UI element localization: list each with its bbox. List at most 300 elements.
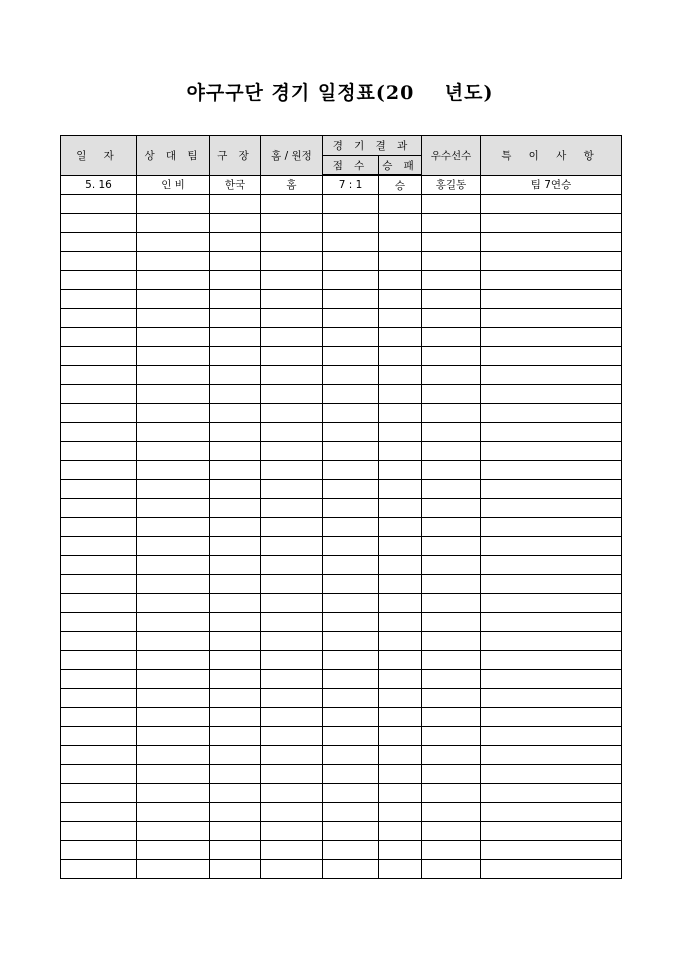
cell-opponent[interactable] bbox=[137, 556, 210, 575]
cell-score[interactable] bbox=[323, 195, 379, 214]
cell-date[interactable] bbox=[61, 841, 137, 860]
cell-mvp[interactable] bbox=[422, 309, 481, 328]
cell-notes[interactable] bbox=[481, 803, 622, 822]
cell-stadium[interactable] bbox=[210, 670, 261, 689]
cell-opponent[interactable] bbox=[137, 727, 210, 746]
cell-opponent[interactable] bbox=[137, 442, 210, 461]
cell-home-away[interactable] bbox=[261, 727, 323, 746]
cell-notes[interactable] bbox=[481, 537, 622, 556]
cell-mvp[interactable] bbox=[422, 366, 481, 385]
cell-date[interactable] bbox=[61, 651, 137, 670]
cell-home-away[interactable]: 홈 bbox=[261, 175, 323, 195]
cell-mvp[interactable] bbox=[422, 765, 481, 784]
cell-notes[interactable] bbox=[481, 233, 622, 252]
cell-win-loss[interactable] bbox=[379, 746, 422, 765]
cell-win-loss[interactable] bbox=[379, 670, 422, 689]
cell-date[interactable] bbox=[61, 423, 137, 442]
cell-win-loss[interactable] bbox=[379, 632, 422, 651]
cell-win-loss[interactable] bbox=[379, 309, 422, 328]
cell-score[interactable] bbox=[323, 347, 379, 366]
cell-score[interactable] bbox=[323, 689, 379, 708]
cell-stadium[interactable] bbox=[210, 556, 261, 575]
cell-opponent[interactable] bbox=[137, 366, 210, 385]
cell-date[interactable] bbox=[61, 271, 137, 290]
cell-mvp[interactable] bbox=[422, 841, 481, 860]
cell-score[interactable] bbox=[323, 252, 379, 271]
cell-stadium[interactable] bbox=[210, 252, 261, 271]
cell-opponent[interactable] bbox=[137, 860, 210, 879]
cell-score[interactable] bbox=[323, 651, 379, 670]
cell-stadium[interactable] bbox=[210, 727, 261, 746]
cell-stadium[interactable] bbox=[210, 803, 261, 822]
cell-opponent[interactable] bbox=[137, 670, 210, 689]
cell-score[interactable] bbox=[323, 499, 379, 518]
cell-stadium[interactable] bbox=[210, 366, 261, 385]
cell-win-loss[interactable]: 승 bbox=[379, 175, 422, 195]
cell-opponent[interactable] bbox=[137, 423, 210, 442]
cell-opponent[interactable] bbox=[137, 252, 210, 271]
cell-score[interactable] bbox=[323, 214, 379, 233]
cell-home-away[interactable] bbox=[261, 233, 323, 252]
cell-date[interactable] bbox=[61, 632, 137, 651]
cell-opponent[interactable] bbox=[137, 328, 210, 347]
cell-home-away[interactable] bbox=[261, 765, 323, 784]
cell-opponent[interactable] bbox=[137, 841, 210, 860]
cell-home-away[interactable] bbox=[261, 708, 323, 727]
cell-win-loss[interactable] bbox=[379, 271, 422, 290]
cell-score[interactable] bbox=[323, 822, 379, 841]
cell-score[interactable] bbox=[323, 442, 379, 461]
cell-notes[interactable] bbox=[481, 708, 622, 727]
cell-home-away[interactable] bbox=[261, 480, 323, 499]
cell-mvp[interactable] bbox=[422, 613, 481, 632]
cell-win-loss[interactable] bbox=[379, 442, 422, 461]
cell-win-loss[interactable] bbox=[379, 651, 422, 670]
cell-score[interactable] bbox=[323, 860, 379, 879]
cell-score[interactable] bbox=[323, 290, 379, 309]
cell-mvp[interactable] bbox=[422, 480, 481, 499]
cell-notes[interactable] bbox=[481, 613, 622, 632]
cell-win-loss[interactable] bbox=[379, 499, 422, 518]
cell-opponent[interactable] bbox=[137, 822, 210, 841]
cell-stadium[interactable] bbox=[210, 708, 261, 727]
cell-stadium[interactable] bbox=[210, 404, 261, 423]
cell-opponent[interactable] bbox=[137, 480, 210, 499]
cell-notes[interactable] bbox=[481, 727, 622, 746]
cell-date[interactable] bbox=[61, 594, 137, 613]
cell-opponent[interactable] bbox=[137, 613, 210, 632]
cell-opponent[interactable] bbox=[137, 461, 210, 480]
cell-date[interactable] bbox=[61, 689, 137, 708]
cell-home-away[interactable] bbox=[261, 404, 323, 423]
cell-date[interactable] bbox=[61, 404, 137, 423]
cell-mvp[interactable] bbox=[422, 290, 481, 309]
cell-opponent[interactable] bbox=[137, 214, 210, 233]
cell-notes[interactable] bbox=[481, 328, 622, 347]
cell-opponent[interactable] bbox=[137, 632, 210, 651]
cell-notes[interactable] bbox=[481, 271, 622, 290]
cell-home-away[interactable] bbox=[261, 214, 323, 233]
cell-score[interactable] bbox=[323, 404, 379, 423]
cell-score[interactable] bbox=[323, 271, 379, 290]
cell-stadium[interactable] bbox=[210, 480, 261, 499]
cell-notes[interactable] bbox=[481, 651, 622, 670]
cell-date[interactable] bbox=[61, 195, 137, 214]
cell-win-loss[interactable] bbox=[379, 765, 422, 784]
cell-mvp[interactable] bbox=[422, 328, 481, 347]
cell-notes[interactable] bbox=[481, 480, 622, 499]
cell-stadium[interactable] bbox=[210, 746, 261, 765]
cell-score[interactable] bbox=[323, 765, 379, 784]
cell-score[interactable] bbox=[323, 385, 379, 404]
cell-win-loss[interactable] bbox=[379, 480, 422, 499]
cell-mvp[interactable] bbox=[422, 347, 481, 366]
cell-notes[interactable] bbox=[481, 366, 622, 385]
cell-mvp[interactable] bbox=[422, 271, 481, 290]
cell-date[interactable] bbox=[61, 347, 137, 366]
cell-date[interactable] bbox=[61, 366, 137, 385]
cell-home-away[interactable] bbox=[261, 803, 323, 822]
cell-opponent[interactable] bbox=[137, 708, 210, 727]
cell-date[interactable] bbox=[61, 822, 137, 841]
cell-date[interactable] bbox=[61, 537, 137, 556]
cell-win-loss[interactable] bbox=[379, 803, 422, 822]
cell-notes[interactable] bbox=[481, 195, 622, 214]
cell-win-loss[interactable] bbox=[379, 575, 422, 594]
cell-opponent[interactable] bbox=[137, 499, 210, 518]
cell-home-away[interactable] bbox=[261, 784, 323, 803]
cell-stadium[interactable]: 한국 bbox=[210, 175, 261, 195]
cell-stadium[interactable] bbox=[210, 385, 261, 404]
cell-date[interactable] bbox=[61, 214, 137, 233]
cell-stadium[interactable] bbox=[210, 499, 261, 518]
cell-opponent[interactable] bbox=[137, 575, 210, 594]
cell-date[interactable] bbox=[61, 784, 137, 803]
cell-mvp[interactable] bbox=[422, 252, 481, 271]
cell-mvp[interactable] bbox=[422, 537, 481, 556]
cell-win-loss[interactable] bbox=[379, 518, 422, 537]
cell-notes[interactable]: 팀 7연승 bbox=[481, 175, 622, 195]
cell-opponent[interactable] bbox=[137, 271, 210, 290]
cell-notes[interactable] bbox=[481, 461, 622, 480]
cell-home-away[interactable] bbox=[261, 537, 323, 556]
cell-notes[interactable] bbox=[481, 822, 622, 841]
cell-score[interactable] bbox=[323, 233, 379, 252]
cell-notes[interactable] bbox=[481, 784, 622, 803]
cell-home-away[interactable] bbox=[261, 613, 323, 632]
cell-mvp[interactable] bbox=[422, 594, 481, 613]
cell-mvp[interactable] bbox=[422, 461, 481, 480]
cell-win-loss[interactable] bbox=[379, 613, 422, 632]
cell-home-away[interactable] bbox=[261, 347, 323, 366]
cell-date[interactable] bbox=[61, 556, 137, 575]
cell-date[interactable] bbox=[61, 480, 137, 499]
cell-date[interactable] bbox=[61, 461, 137, 480]
cell-home-away[interactable] bbox=[261, 651, 323, 670]
cell-mvp[interactable] bbox=[422, 233, 481, 252]
cell-home-away[interactable] bbox=[261, 575, 323, 594]
cell-score[interactable] bbox=[323, 575, 379, 594]
cell-date[interactable] bbox=[61, 613, 137, 632]
cell-win-loss[interactable] bbox=[379, 385, 422, 404]
cell-score[interactable] bbox=[323, 670, 379, 689]
cell-opponent[interactable] bbox=[137, 803, 210, 822]
cell-win-loss[interactable] bbox=[379, 404, 422, 423]
cell-stadium[interactable] bbox=[210, 328, 261, 347]
cell-score[interactable] bbox=[323, 632, 379, 651]
cell-mvp[interactable] bbox=[422, 689, 481, 708]
cell-stadium[interactable] bbox=[210, 309, 261, 328]
cell-notes[interactable] bbox=[481, 841, 622, 860]
table-row bbox=[61, 518, 622, 537]
cell-date[interactable] bbox=[61, 309, 137, 328]
cell-opponent[interactable] bbox=[137, 385, 210, 404]
cell-home-away[interactable] bbox=[261, 632, 323, 651]
cell-date[interactable] bbox=[61, 252, 137, 271]
cell-home-away[interactable] bbox=[261, 499, 323, 518]
cell-win-loss[interactable] bbox=[379, 784, 422, 803]
cell-notes[interactable] bbox=[481, 385, 622, 404]
cell-mvp[interactable] bbox=[422, 746, 481, 765]
cell-mvp[interactable] bbox=[422, 214, 481, 233]
cell-stadium[interactable] bbox=[210, 347, 261, 366]
cell-date[interactable] bbox=[61, 708, 137, 727]
cell-win-loss[interactable] bbox=[379, 328, 422, 347]
cell-home-away[interactable] bbox=[261, 556, 323, 575]
cell-date[interactable] bbox=[61, 575, 137, 594]
cell-date[interactable] bbox=[61, 765, 137, 784]
cell-score[interactable] bbox=[323, 537, 379, 556]
cell-date[interactable] bbox=[61, 233, 137, 252]
cell-notes[interactable] bbox=[481, 746, 622, 765]
cell-win-loss[interactable] bbox=[379, 233, 422, 252]
cell-win-loss[interactable] bbox=[379, 708, 422, 727]
cell-opponent[interactable] bbox=[137, 195, 210, 214]
cell-win-loss[interactable] bbox=[379, 252, 422, 271]
cell-win-loss[interactable] bbox=[379, 689, 422, 708]
cell-notes[interactable] bbox=[481, 423, 622, 442]
cell-mvp[interactable] bbox=[422, 822, 481, 841]
cell-home-away[interactable] bbox=[261, 328, 323, 347]
cell-score[interactable] bbox=[323, 366, 379, 385]
cell-mvp[interactable] bbox=[422, 499, 481, 518]
cell-stadium[interactable] bbox=[210, 841, 261, 860]
cell-opponent[interactable] bbox=[137, 233, 210, 252]
cell-notes[interactable] bbox=[481, 594, 622, 613]
cell-mvp[interactable] bbox=[422, 784, 481, 803]
cell-home-away[interactable] bbox=[261, 366, 323, 385]
cell-notes[interactable] bbox=[481, 575, 622, 594]
cell-opponent[interactable] bbox=[137, 404, 210, 423]
cell-mvp[interactable] bbox=[422, 860, 481, 879]
header-date: 일 자 bbox=[61, 136, 137, 176]
cell-score[interactable] bbox=[323, 708, 379, 727]
cell-score[interactable] bbox=[323, 461, 379, 480]
cell-notes[interactable] bbox=[481, 556, 622, 575]
cell-stadium[interactable] bbox=[210, 689, 261, 708]
cell-date[interactable] bbox=[61, 803, 137, 822]
cell-stadium[interactable] bbox=[210, 765, 261, 784]
cell-score[interactable] bbox=[323, 803, 379, 822]
cell-win-loss[interactable] bbox=[379, 727, 422, 746]
cell-mvp[interactable] bbox=[422, 803, 481, 822]
cell-date[interactable] bbox=[61, 442, 137, 461]
cell-stadium[interactable] bbox=[210, 860, 261, 879]
cell-opponent[interactable] bbox=[137, 309, 210, 328]
cell-score[interactable] bbox=[323, 309, 379, 328]
cell-win-loss[interactable] bbox=[379, 556, 422, 575]
cell-stadium[interactable] bbox=[210, 594, 261, 613]
cell-notes[interactable] bbox=[481, 214, 622, 233]
cell-date[interactable]: 5. 16 bbox=[61, 175, 137, 195]
cell-stadium[interactable] bbox=[210, 651, 261, 670]
cell-home-away[interactable] bbox=[261, 423, 323, 442]
cell-opponent[interactable] bbox=[137, 347, 210, 366]
cell-score[interactable] bbox=[323, 746, 379, 765]
cell-date[interactable] bbox=[61, 385, 137, 404]
cell-win-loss[interactable] bbox=[379, 860, 422, 879]
cell-date[interactable] bbox=[61, 727, 137, 746]
cell-home-away[interactable] bbox=[261, 252, 323, 271]
cell-score[interactable] bbox=[323, 518, 379, 537]
cell-home-away[interactable] bbox=[261, 290, 323, 309]
cell-mvp[interactable] bbox=[422, 518, 481, 537]
cell-score[interactable] bbox=[323, 841, 379, 860]
cell-mvp[interactable] bbox=[422, 385, 481, 404]
cell-score[interactable] bbox=[323, 613, 379, 632]
cell-date[interactable] bbox=[61, 290, 137, 309]
cell-win-loss[interactable] bbox=[379, 537, 422, 556]
cell-mvp[interactable] bbox=[422, 195, 481, 214]
cell-opponent[interactable] bbox=[137, 784, 210, 803]
cell-opponent[interactable] bbox=[137, 651, 210, 670]
cell-opponent[interactable] bbox=[137, 594, 210, 613]
cell-win-loss[interactable] bbox=[379, 461, 422, 480]
cell-notes[interactable] bbox=[481, 252, 622, 271]
cell-home-away[interactable] bbox=[261, 518, 323, 537]
cell-opponent[interactable] bbox=[137, 537, 210, 556]
cell-notes[interactable] bbox=[481, 765, 622, 784]
cell-win-loss[interactable] bbox=[379, 423, 422, 442]
cell-notes[interactable] bbox=[481, 309, 622, 328]
cell-mvp[interactable] bbox=[422, 404, 481, 423]
cell-stadium[interactable] bbox=[210, 613, 261, 632]
cell-home-away[interactable] bbox=[261, 271, 323, 290]
cell-notes[interactable] bbox=[481, 404, 622, 423]
cell-opponent[interactable] bbox=[137, 290, 210, 309]
cell-win-loss[interactable] bbox=[379, 366, 422, 385]
cell-mvp[interactable]: 홍길동 bbox=[422, 175, 481, 195]
cell-score[interactable] bbox=[323, 480, 379, 499]
cell-home-away[interactable] bbox=[261, 461, 323, 480]
cell-home-away[interactable] bbox=[261, 746, 323, 765]
cell-home-away[interactable] bbox=[261, 309, 323, 328]
cell-opponent[interactable]: 인 비 bbox=[137, 175, 210, 195]
cell-stadium[interactable] bbox=[210, 423, 261, 442]
cell-notes[interactable] bbox=[481, 442, 622, 461]
cell-mvp[interactable] bbox=[422, 632, 481, 651]
cell-date[interactable] bbox=[61, 746, 137, 765]
cell-notes[interactable] bbox=[481, 290, 622, 309]
cell-date[interactable] bbox=[61, 860, 137, 879]
cell-home-away[interactable] bbox=[261, 385, 323, 404]
cell-score[interactable] bbox=[323, 328, 379, 347]
cell-notes[interactable] bbox=[481, 499, 622, 518]
cell-mvp[interactable] bbox=[422, 708, 481, 727]
cell-mvp[interactable] bbox=[422, 442, 481, 461]
cell-date[interactable] bbox=[61, 499, 137, 518]
cell-date[interactable] bbox=[61, 518, 137, 537]
cell-opponent[interactable] bbox=[137, 746, 210, 765]
cell-win-loss[interactable] bbox=[379, 841, 422, 860]
cell-mvp[interactable] bbox=[422, 651, 481, 670]
cell-win-loss[interactable] bbox=[379, 214, 422, 233]
cell-stadium[interactable] bbox=[210, 233, 261, 252]
cell-mvp[interactable] bbox=[422, 423, 481, 442]
cell-score[interactable]: 7 : 1 bbox=[323, 175, 379, 195]
cell-home-away[interactable] bbox=[261, 860, 323, 879]
cell-win-loss[interactable] bbox=[379, 290, 422, 309]
cell-stadium[interactable] bbox=[210, 461, 261, 480]
cell-home-away[interactable] bbox=[261, 841, 323, 860]
cell-date[interactable] bbox=[61, 328, 137, 347]
cell-stadium[interactable] bbox=[210, 214, 261, 233]
cell-home-away[interactable] bbox=[261, 442, 323, 461]
cell-score[interactable] bbox=[323, 727, 379, 746]
cell-win-loss[interactable] bbox=[379, 195, 422, 214]
cell-stadium[interactable] bbox=[210, 784, 261, 803]
cell-stadium[interactable] bbox=[210, 442, 261, 461]
cell-opponent[interactable] bbox=[137, 518, 210, 537]
cell-opponent[interactable] bbox=[137, 765, 210, 784]
cell-notes[interactable] bbox=[481, 670, 622, 689]
cell-score[interactable] bbox=[323, 423, 379, 442]
cell-home-away[interactable] bbox=[261, 670, 323, 689]
cell-mvp[interactable] bbox=[422, 575, 481, 594]
cell-home-away[interactable] bbox=[261, 689, 323, 708]
cell-mvp[interactable] bbox=[422, 556, 481, 575]
cell-stadium[interactable] bbox=[210, 575, 261, 594]
cell-stadium[interactable] bbox=[210, 290, 261, 309]
cell-score[interactable] bbox=[323, 784, 379, 803]
cell-opponent[interactable] bbox=[137, 689, 210, 708]
table-row bbox=[61, 404, 622, 423]
cell-notes[interactable] bbox=[481, 860, 622, 879]
cell-notes[interactable] bbox=[481, 347, 622, 366]
cell-stadium[interactable] bbox=[210, 195, 261, 214]
cell-stadium[interactable] bbox=[210, 822, 261, 841]
cell-date[interactable] bbox=[61, 670, 137, 689]
cell-stadium[interactable] bbox=[210, 271, 261, 290]
cell-win-loss[interactable] bbox=[379, 347, 422, 366]
cell-win-loss[interactable] bbox=[379, 594, 422, 613]
cell-notes[interactable] bbox=[481, 632, 622, 651]
cell-home-away[interactable] bbox=[261, 195, 323, 214]
cell-mvp[interactable] bbox=[422, 727, 481, 746]
cell-notes[interactable] bbox=[481, 689, 622, 708]
cell-stadium[interactable] bbox=[210, 632, 261, 651]
cell-score[interactable] bbox=[323, 594, 379, 613]
cell-home-away[interactable] bbox=[261, 822, 323, 841]
cell-home-away[interactable] bbox=[261, 594, 323, 613]
cell-notes[interactable] bbox=[481, 518, 622, 537]
cell-stadium[interactable] bbox=[210, 537, 261, 556]
table-row bbox=[61, 252, 622, 271]
cell-score[interactable] bbox=[323, 556, 379, 575]
cell-stadium[interactable] bbox=[210, 518, 261, 537]
cell-mvp[interactable] bbox=[422, 670, 481, 689]
cell-win-loss[interactable] bbox=[379, 822, 422, 841]
